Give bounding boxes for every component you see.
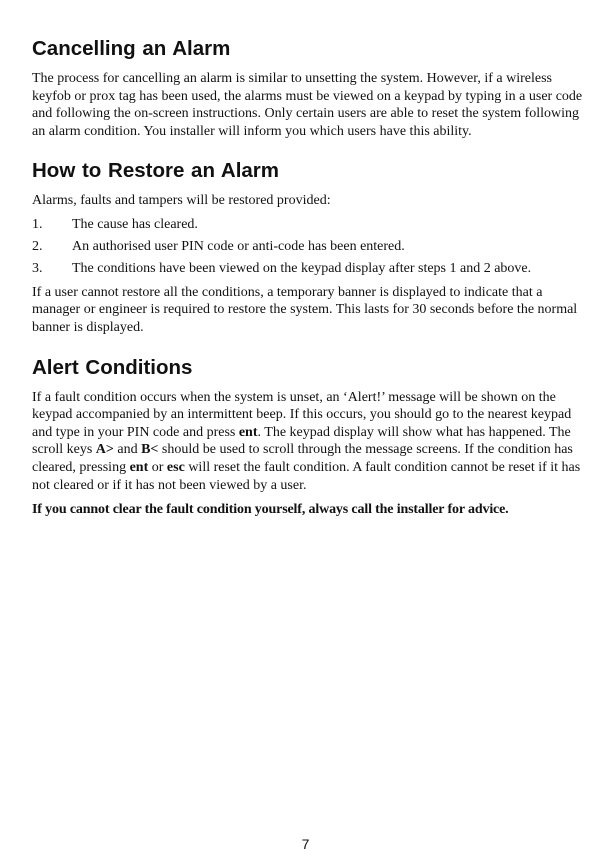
text-run: If a fault condition occurs when the system is unset, an ‘Alert!’ message will be shown on the keypad accompanied by an intermittent beep. If this occurs, you should go to the nearest keypad and type in your PIN code and press [32,389,572,440]
list-item-number: 2. [32,239,43,255]
list-item-text: The conditions have been viewed on the keypad display after steps 1 and 2 above. [72,261,532,277]
key-ent: ent [129,459,149,475]
key-ent: ent [238,424,258,440]
list-item-number: 3. [32,261,43,277]
text-run: should be used to scroll through the message screens. If the condition has cleared, pressing [32,442,573,475]
text-run: . The keypad display will show what has happened. The scroll keys [32,424,571,458]
list-item [32,216,588,234]
paragraph-cancelling-alarm: The process for cancelling an alarm is similar to unsetting the system. However, if a wireless keyfob or prox tag has been used, the alarms must be viewed on a keypad by typing in a user code and following the on-screen instructions. Only certain users are able to reset the system following an alarm condition. You installer will inform you which users have this ability. [32,71,583,139]
list-item-text: The cause has cleared. [72,216,198,232]
list-item-number: 1. [32,216,43,232]
list-item [32,260,588,278]
page-number: 7 [301,836,310,852]
paragraph-restore-intro: Alarms, faults and tampers will be restored provided: [32,193,331,209]
list-item [32,238,588,256]
heading-cancelling-alarm: Cancelling an Alarm [32,37,231,60]
text-run: will reset the fault condition. A fault condition cannot be reset if it has not cleared or if it has not been viewed by a user. [32,459,581,493]
heading-alert-conditions: Alert Conditions [32,355,193,379]
list-item-text: An authorised user PIN code or anti-code has been entered. [72,239,405,255]
installer-advice-note: If you cannot clear the fault condition yourself, always call the installer for advice. [32,502,509,518]
restore-conditions-list [32,216,588,278]
text-run: and [113,442,142,458]
key-esc: esc [166,459,185,475]
heading-restore-alarm: How to Restore an Alarm [32,159,280,183]
paragraph-restore-banner: If a user cannot restore all the conditions, a temporary banner is displayed to indicate that a manager or engineer is required to restore the system. This lasts for 30 seconds before the normal banner is displayed. [32,284,578,335]
text-run: or [148,459,167,475]
key-a-scroll: A> [95,442,114,458]
paragraph-alert-conditions [32,389,588,495]
section-alert-conditions [32,355,588,519]
section-restore-alarm [32,158,588,336]
document-page [32,36,588,537]
section-cancelling-alarm [32,36,588,140]
key-b-scroll: B< [141,442,159,458]
